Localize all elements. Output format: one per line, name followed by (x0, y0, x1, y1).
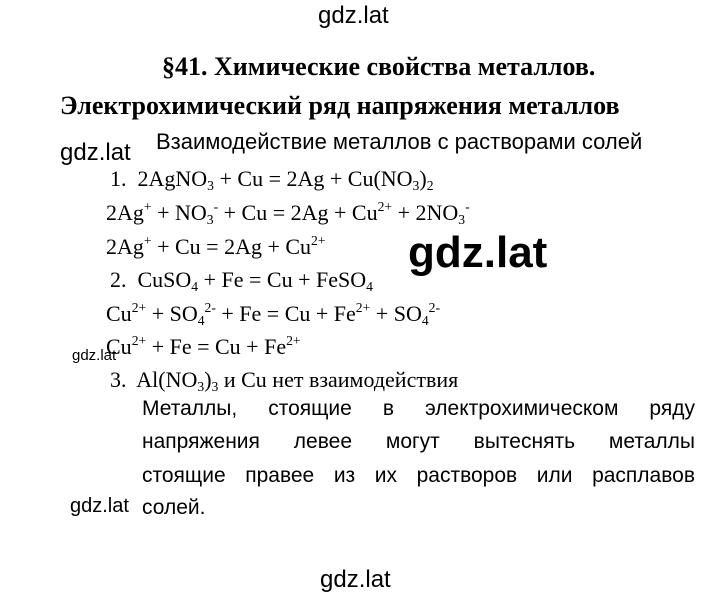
equation-2: 2. CuSO$_4$ + Fe = Cu + FeSO$_4$ (110, 267, 373, 294)
item-number-3: 3. (110, 367, 127, 392)
watermark-large: gdz.lat (408, 228, 548, 277)
conclusion-line-3: стоящие правее из их растворов или расплавов (142, 464, 695, 487)
item-number-2: 2. (110, 267, 127, 292)
equation-1-ionic-full: $2Ag^+ + NO_3^- + Cu = 2Ag + Cu^{2+} + 2NO_3^-$ (106, 199, 470, 227)
watermark-top: gdz.lat (318, 2, 389, 29)
watermark-bottom: gdz.lat (320, 566, 391, 593)
equation-1: 1. 2AgNO$_3$ + $Cu = 2Ag + Cu(NO_3)_2$ (110, 166, 434, 193)
equation-3: 3. $Al(NO_3)_3$ и Cu нет взаимодействия (110, 367, 459, 394)
item-number-1: 1. (110, 166, 127, 191)
watermark-left-2: gdz.lat (70, 495, 129, 517)
page-title-line1: §41. Химические свойства металлов. (162, 52, 596, 81)
conclusion-line-4: солей. (142, 496, 206, 519)
watermark-left-1: gdz.lat (60, 139, 131, 166)
conclusion-line-2: напряжения левее могут вытеснять металлы (142, 430, 695, 453)
equation-1-ionic-short: $2Ag^+ + Cu = 2Ag + Cu^{2+}$ (106, 233, 326, 259)
conclusion-line-1: Металлы, стоящие в электрохимическом ряду (142, 397, 695, 420)
equation-2-ionic-full: $Cu^{2+} + SO_4^{2-} + Fe = Cu + Fe^{2+} + SO_4^{2-}$ (106, 300, 440, 328)
subheading: Взаимодействие металлов с растворами солей (156, 129, 643, 154)
page-title-line2: Электрохимический ряд напряжения металлов (60, 91, 620, 120)
watermark-small: gdz.lat (72, 347, 117, 364)
no-reaction-text: и Cu нет взаимодействия (223, 367, 459, 392)
equation-2-ionic-short: $Cu^{2+} + Fe = Cu + Fe^{2+}$ (106, 333, 301, 359)
